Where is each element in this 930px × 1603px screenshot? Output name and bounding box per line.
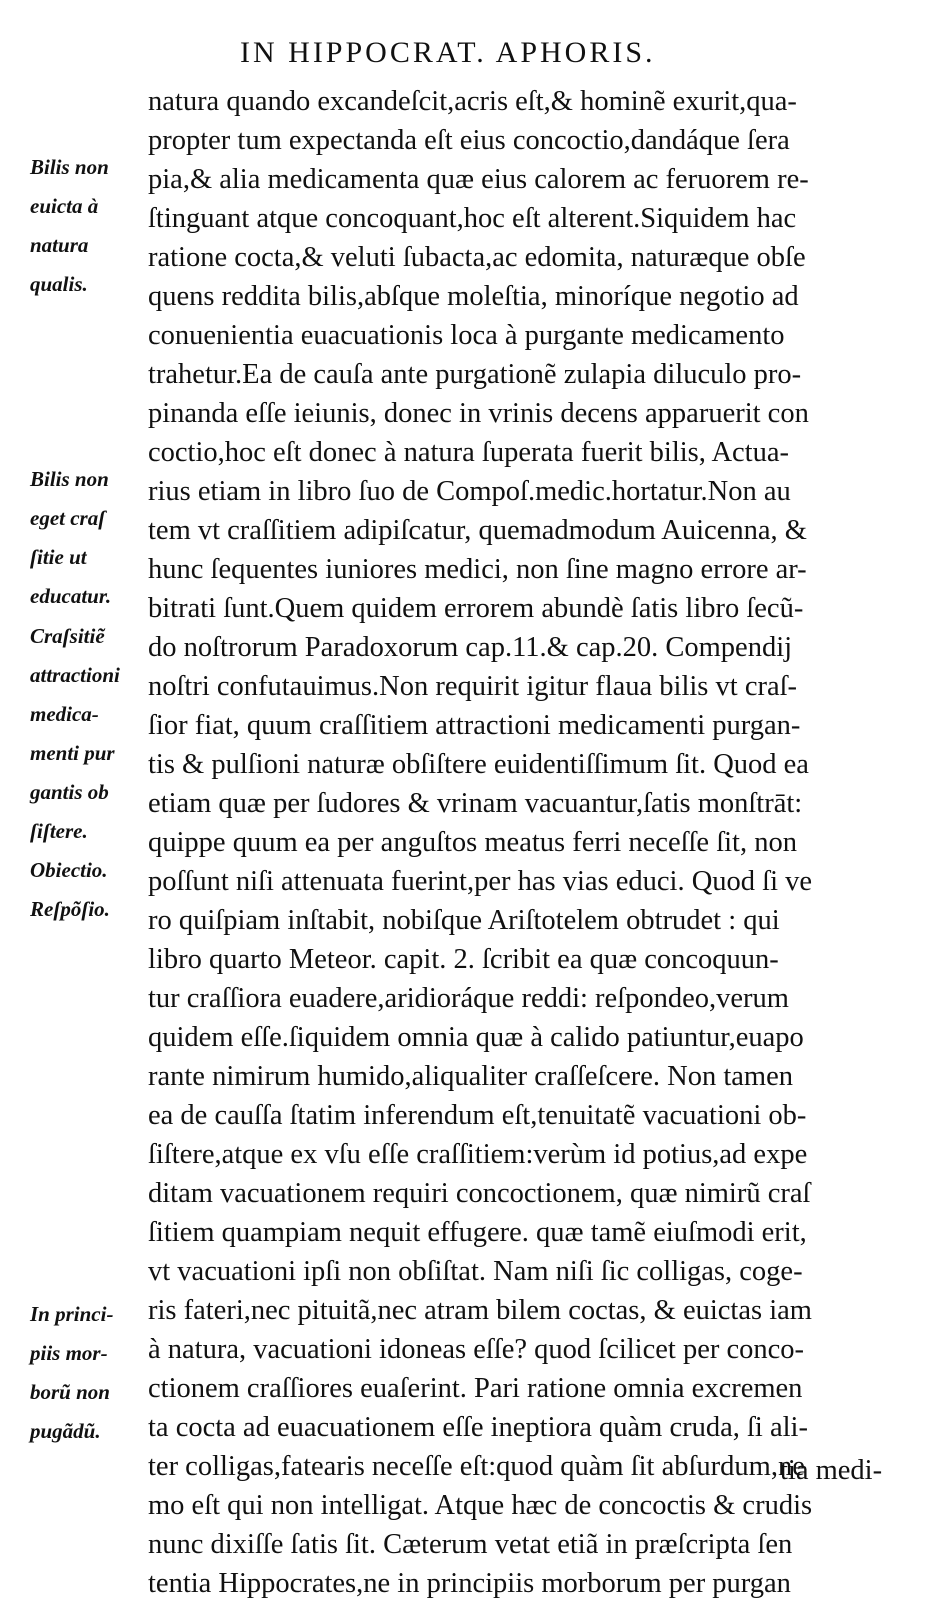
text-line: ea de cauſſa ſtatim inferendum eſt,tenuitatẽ vacuationi ob-: [148, 1100, 807, 1131]
text-line: noſtri confutauimus.Non requirit igitur flaua bilis vt craſ-: [148, 671, 798, 702]
text-line: ter colligas,fatearis neceſſe eſt:quod quàm ſit abſurdum,ne: [148, 1451, 805, 1482]
text-line: quippe quum ea per anguſtos meatus ferri neceſſe ſit, non: [148, 827, 797, 858]
margin-note-crassitie: [30, 617, 120, 851]
text-line: quidem eſſe.ſiquidem omnia quæ à calido patiuntur,euapo: [148, 1022, 804, 1053]
text-line: ctionem craſſiores euaſerint. Pari ratione omnia excremen: [148, 1373, 803, 1404]
text-line: propter tum expectanda eſt eius concoctio,dandáque ſera: [148, 125, 790, 156]
text-line: hunc ſequentes iuniores medici, non ſine magno errore ar-: [148, 554, 807, 585]
margin-note-line: Bilis non: [30, 467, 109, 491]
margin-note-line: borũ non: [30, 1380, 110, 1404]
text-line: rius etiam in libro ſuo de Compoſ.medic.hortatur.Non au: [148, 476, 791, 507]
margin-note-obiectio: [30, 851, 108, 890]
margin-note-line: eget craſ: [30, 506, 106, 530]
margin-note-line: natura: [30, 233, 89, 257]
text-line: mo eſt qui non intelligat. Atque hæc de concoctis & crudis: [148, 1490, 813, 1521]
margin-note-in-principiis: [30, 1295, 113, 1451]
text-line: nunc dixiſſe ſatis ſit. Cæterum vetat etiã in præſcripta ſen: [148, 1529, 793, 1560]
text-line: poſſunt niſi attenuata fuerint,per has vias educi. Quod ſi ve: [148, 866, 813, 897]
text-line: tem vt craſſitiem adipiſcatur, quemadmodum Auicenna, &: [148, 515, 807, 546]
margin-note-line: ſiſtere.: [30, 819, 88, 843]
text-line: à natura, vacuationi idoneas eſſe? quod ſcilicet per conco-: [148, 1334, 805, 1365]
margin-note-line: qualis.: [30, 272, 88, 296]
text-line: natura quando excandeſcit,acris eſt,& hominẽ exurit,qua-: [148, 86, 797, 117]
margin-note-line: Craſsitiẽ: [30, 624, 105, 648]
margin-note-line: euicta à: [30, 194, 99, 218]
text-line: libro quarto Meteor. capit. 2. ſcribit ea quæ concoquun-: [148, 944, 779, 975]
text-line: ſiſtere,atque ex vſu eſſe craſſitiem:verùm id potius,ad expe: [148, 1139, 808, 1170]
text-line: ro quiſpiam inſtabit, nobiſque Ariſtotelem obtrudet : qui: [148, 905, 780, 936]
text-line: ris fateri,nec pituitã,nec atram bilem coctas, & euictas iam: [148, 1295, 812, 1326]
text-line: etiam quæ per ſudores & vrinam vacuantur,ſatis monſtrāt:: [148, 788, 803, 819]
margin-note-line: Obiectio.: [30, 858, 108, 882]
text-line: trahetur.Ea de cauſa ante purgationẽ zulapia diluculo pro-: [148, 359, 802, 390]
text-line: ratione cocta,& veluti ſubacta,ac edomita, naturæque obſe: [148, 242, 806, 273]
margin-note-line: attractioni: [30, 663, 120, 687]
margin-note-line: pugãdũ.: [30, 1419, 101, 1443]
text-line: do noſtrorum Paradoxorum cap.11.& cap.20. Compendij: [148, 632, 793, 663]
text-line: bitrati ſunt.Quem quidem errorem abundè ſatis libro ſecũ-: [148, 593, 804, 624]
margin-note-bilis-non-euicta: [30, 148, 109, 304]
margin-note-line: medica-: [30, 702, 99, 726]
margin-note-line: Bilis non: [30, 155, 109, 179]
text-line: vt vacuationi ipſi non obſiſtat. Nam niſi ſic colligas, coge-: [148, 1256, 803, 1287]
margin-note-line: Reſpõſio.: [30, 897, 110, 921]
margin-note-line: menti pur: [30, 741, 115, 765]
text-line: ſitiem quampiam nequit effugere. quæ tamẽ eiuſmodi erit,: [148, 1217, 807, 1248]
text-line: ſior fiat, quum craſſitiem attractioni medicamenti purgan-: [148, 710, 801, 741]
text-line: ta cocta ad euacuationem eſſe ineptiora quàm cruda, ſi ali-: [148, 1412, 808, 1443]
margin-note-line: educatur.: [30, 584, 112, 608]
text-line: coctio,hoc eſt donec à natura ſuperata fuerit bilis, Actua-: [148, 437, 789, 468]
text-line: quens reddita bilis,abſque moleſtia, minoríque negotio ad: [148, 281, 799, 312]
catchword: tia medi-: [780, 1455, 883, 1486]
margin-note-responsio: [30, 890, 110, 929]
text-line: ditam vacuationem requiri concoctionem, quæ nimirũ craſ: [148, 1178, 811, 1209]
text-line: tentia Hippocrates,ne in principiis morborum per purgan: [148, 1568, 791, 1599]
text-line: tis & pulſioni naturæ obſiſtere euidentiſſimum ſit. Quod ea: [148, 749, 809, 780]
text-line: tur craſſiora euadere,aridioráque reddi: reſpondeo,verum: [148, 983, 789, 1014]
margin-note-line: ſitie ut: [30, 545, 87, 569]
margin-note-line: piis mor-: [30, 1341, 108, 1365]
main-text: [148, 82, 888, 1603]
text-line: pia,& alia medicamenta quæ eius calorem ac feruorem re-: [148, 164, 809, 195]
margin-note-line: In princi-: [30, 1302, 114, 1326]
text-line: ſtinguant atque concoquant,hoc eſt alterent.Siquidem hac: [148, 203, 797, 234]
margin-note-bilis-non-eget: [30, 460, 111, 616]
text-line: pinanda eſſe ieiunis, donec in vrinis decens apparuerit con: [148, 398, 809, 429]
running-head: IN HIPPOCRAT. APHORIS.: [240, 36, 656, 69]
text-line: rante nimirum humido,aliqualiter craſſeſcere. Non tamen: [148, 1061, 793, 1092]
margin-note-line: gantis ob: [30, 780, 109, 804]
text-line: conuenientia euacuationis loca à purgante medicamento: [148, 320, 785, 351]
